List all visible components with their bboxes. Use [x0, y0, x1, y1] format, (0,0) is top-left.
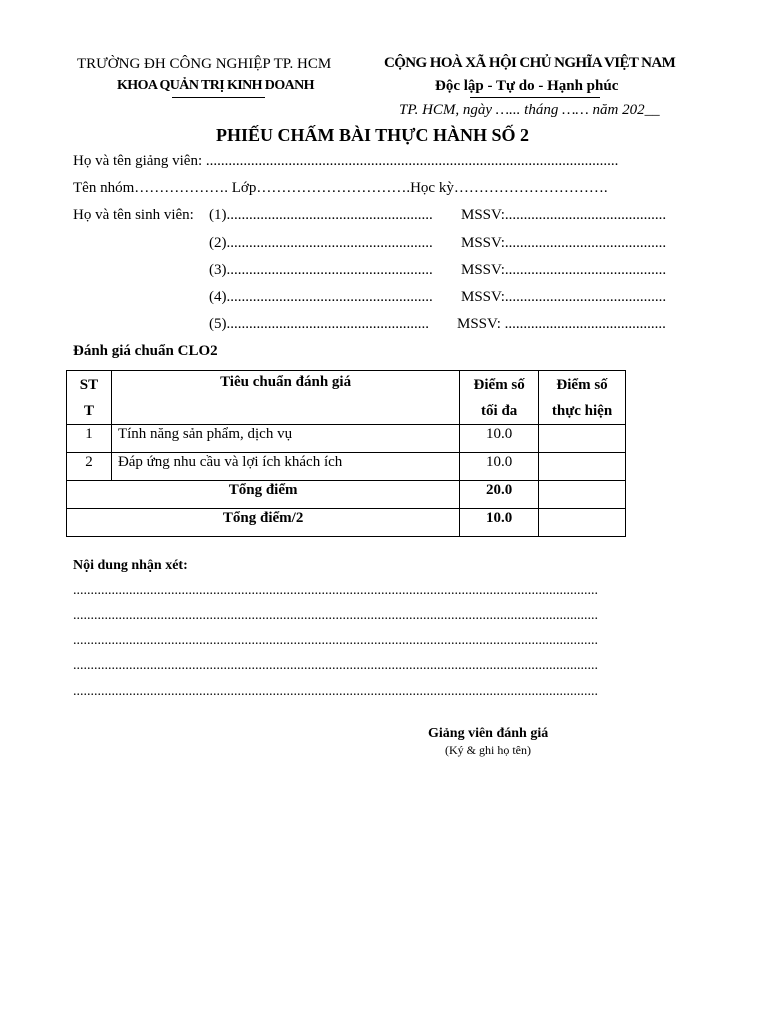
date-line: TP. HCM, ngày …... tháng …… năm 202__ [399, 102, 660, 118]
page-title: PHIẾU CHẤM BÀI THỰC HÀNH SỐ 2 [216, 125, 530, 145]
header-max-score [460, 371, 539, 425]
student-label: Họ và tên sinh viên: [73, 207, 194, 223]
student-name-2: (2)....................................................... [209, 235, 433, 251]
header-actual-line2: thực hiện [551, 403, 613, 419]
half-total-value: 10.0 [460, 509, 539, 537]
faculty-name: KHOA QUẢN TRỊ KINH DOANH [117, 78, 314, 93]
clo-section-heading: Đánh giá chuẩn CLO2 [73, 343, 218, 359]
header-max-line1: Điểm số [473, 377, 525, 393]
comment-line-3: ...................................................................................................................................................... [73, 633, 598, 648]
row-2-max: 10.0 [460, 453, 539, 481]
comment-line-4: ...................................................................................................................................................... [73, 658, 598, 673]
lecturer-field: Họ và tên giảng viên: .............................................................................................................. [73, 153, 619, 169]
row-1-actual[interactable] [539, 425, 626, 453]
total-label: Tổng điểm [67, 481, 460, 509]
row-2-criteria: Đáp ứng nhu cầu và lợi ích khách ích [111, 453, 459, 481]
faculty-underline [172, 97, 265, 98]
student-mssv-1: MSSV:........................................... [461, 207, 667, 223]
half-total-label: Tổng điểm/2 [67, 509, 460, 537]
header-max-line2: tối đa [481, 403, 518, 419]
comment-line-5: ...................................................................................................................................................... [73, 684, 598, 699]
student-mssv-5: MSSV: ........................................... [457, 316, 666, 332]
student-name-4: (4)....................................................... [209, 289, 433, 305]
signature-note: (Ký & ghi họ tên) [445, 743, 531, 757]
comment-line-2: ...................................................................................................................................................... [73, 608, 598, 623]
table-row [67, 425, 626, 453]
header-stt [67, 371, 112, 425]
school-name: TRƯỜNG ĐH CÔNG NGHIỆP TP. HCM [77, 56, 332, 72]
total-row [67, 481, 626, 509]
half-total-row [67, 509, 626, 537]
student-name-1: (1)....................................................... [209, 207, 433, 223]
row-1-criteria: Tính năng sản phẩm, dịch vụ [111, 425, 459, 453]
comments-label: Nội dung nhận xét: [73, 558, 188, 573]
row-2-actual[interactable] [539, 453, 626, 481]
table-row [67, 453, 626, 481]
header-actual-line1: Điểm số [556, 377, 608, 393]
table-header-row [67, 371, 626, 425]
student-name-5: (5)...................................................... [209, 316, 429, 332]
row-2-stt: 2 [67, 453, 112, 481]
student-name-3: (3)....................................................... [209, 262, 433, 278]
total-value: 20.0 [460, 481, 539, 509]
evaluation-table [66, 370, 626, 537]
motto-underline [470, 97, 600, 98]
signature-title: Giảng viên đánh giá [428, 726, 549, 741]
half-total-actual[interactable] [539, 509, 626, 537]
header-criteria: Tiêu chuẩn đánh giá [111, 371, 459, 425]
header-stt-line1: ST [79, 377, 99, 393]
total-actual[interactable] [539, 481, 626, 509]
student-mssv-3: MSSV:........................................... [461, 262, 667, 278]
header-stt-line2: T [83, 403, 94, 419]
comment-line-1: ...................................................................................................................................................... [73, 583, 598, 598]
header-actual-score [539, 371, 626, 425]
student-mssv-4: MSSV:........................................... [461, 289, 667, 305]
row-1-stt: 1 [67, 425, 112, 453]
motto: Độc lập - Tự do - Hạnh phúc [435, 78, 619, 94]
row-1-max: 10.0 [460, 425, 539, 453]
nation-name: CỘNG HOÀ XÃ HỘI CHỦ NGHĨA VIỆT NAM [384, 55, 676, 71]
group-class-semester-field: Tên nhóm………………. Lớp………………………….Học kỳ…………………………. [73, 180, 608, 196]
student-mssv-2: MSSV:........................................... [461, 235, 667, 251]
